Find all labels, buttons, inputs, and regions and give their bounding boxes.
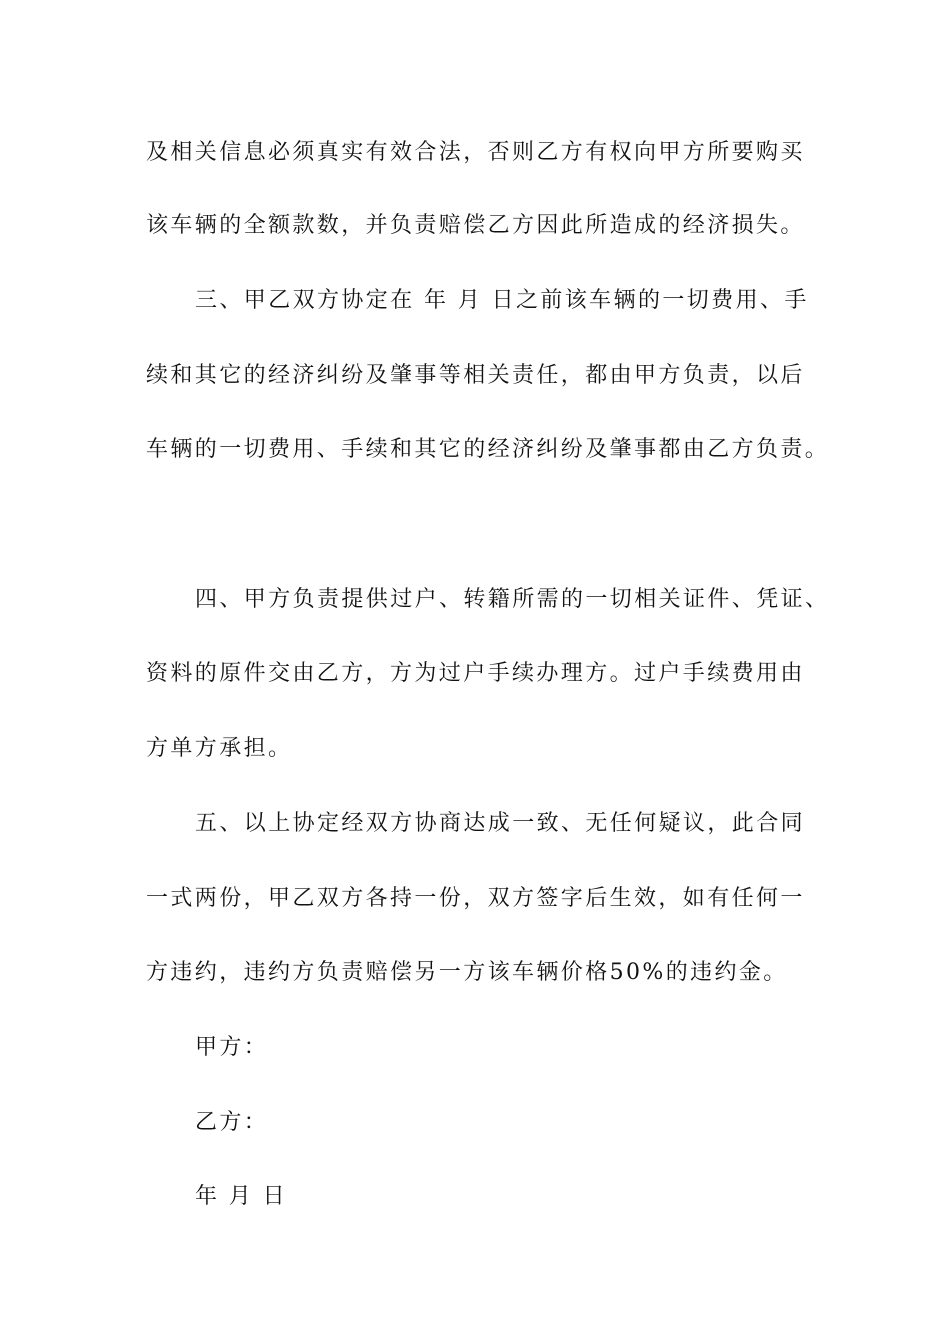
text-line: 方违约，违约方负责赔偿另一方该车辆价格50%的违约金。 — [146, 960, 788, 985]
text-line: 方单方承担。 — [146, 736, 293, 761]
text-line: 五、以上协定经双方协商达成一致、无任何疑议，此合同 — [195, 811, 806, 836]
text-line: 四、甲方负责提供过户、转籍所需的一切相关证件、凭证、 — [195, 587, 830, 612]
text-line: 一式两份，甲乙双方各持一份，双方签字后生效，如有任何一 — [146, 886, 805, 911]
text-line: 三、甲乙双方协定在 年 月 日之前该车辆的一切费用、手 — [195, 288, 809, 313]
text-line: 续和其它的经济纠纷及肇事等相关责任，都由甲方负责，以后 — [146, 363, 805, 388]
text-line: 资料的原件交由乙方，方为过户手续办理方。过户手续费用由 — [146, 661, 805, 686]
party-a-signature-label: 甲方： — [195, 1035, 269, 1060]
text-line: 车辆的一切费用、手续和其它的经济纠纷及肇事都由乙方负责。 — [146, 437, 830, 462]
text-line: 及相关信息必须真实有效合法，否则乙方有权向甲方所要购买 — [146, 140, 805, 165]
text-line: 该车辆的全额款数，并负责赔偿乙方因此所造成的经济损失。 — [146, 213, 805, 238]
party-b-signature-label: 乙方： — [195, 1110, 269, 1135]
signature-date: 年 月 日 — [195, 1184, 287, 1209]
